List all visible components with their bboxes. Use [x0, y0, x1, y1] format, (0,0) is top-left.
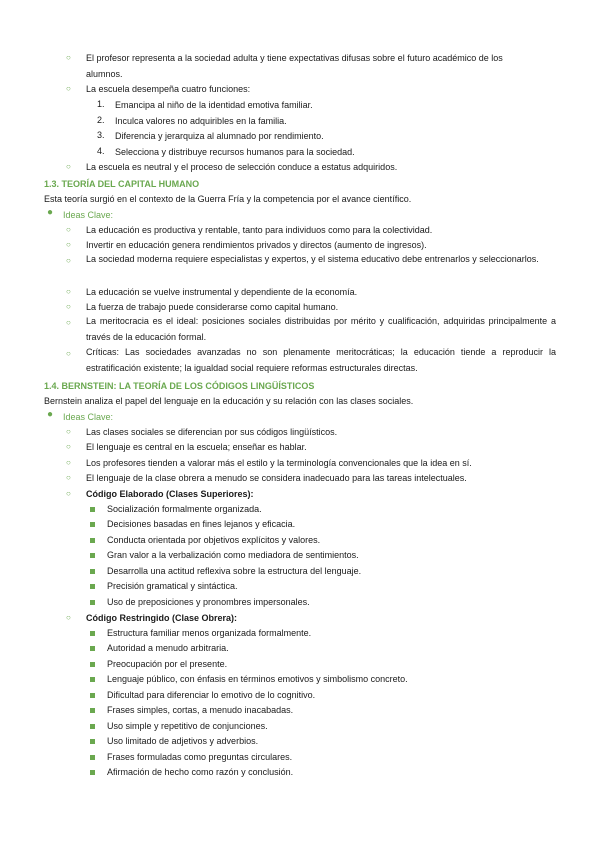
- elaborado-item: Gran valor a la verbalización como mediadora de sentimientos.: [107, 550, 359, 560]
- section-heading: 1.3. TEORÍA DEL CAPITAL HUMANO: [44, 179, 200, 189]
- list-item: El lenguaje de la clase obrera a menudo se considera inadecuado para las tareas intelectuales.: [86, 473, 467, 483]
- number-3: 3.: [97, 130, 105, 140]
- dot-bullet-icon: ●: [47, 409, 54, 420]
- restringido-item: Lenguaje público, con énfasis en términos emotivos y simbolismo concreto.: [107, 674, 408, 684]
- elaborado-item: Conducta orientada por objetivos explícitos y valores.: [107, 535, 321, 545]
- dot-bullet-icon: ●: [47, 207, 54, 218]
- restringido-item: Uso limitado de adjetivos y adverbios.: [107, 736, 259, 746]
- function-item: Selecciona y distribuye recursos humanos para la sociedad.: [115, 147, 355, 157]
- list-item: La escuela desempeña cuatro funciones:: [86, 84, 251, 94]
- restringido-item: Autoridad a menudo arbitraria.: [107, 643, 229, 653]
- square-bullet-icon: [90, 662, 95, 667]
- elaborado-item: Desarrolla una actitud reflexiva sobre la estructura del lenguaje.: [107, 566, 362, 576]
- list-item-text: El profesor representa a la sociedad adulta y tiene expectativas difusas sobre el futuro académico de los: [86, 53, 503, 63]
- circle-bullet-icon: ○: [66, 458, 71, 467]
- list-item: [86, 51, 556, 82]
- square-bullet-icon: [90, 646, 95, 651]
- square-bullet-icon: [90, 538, 95, 543]
- elaborado-item: Uso de preposiciones y pronombres impersonales.: [107, 597, 310, 607]
- circle-bullet-icon: ○: [66, 53, 71, 62]
- circle-bullet-icon: ○: [66, 349, 71, 358]
- number-1: 1.: [97, 99, 105, 109]
- circle-bullet-icon: ○: [66, 473, 71, 482]
- restringido-item: Uso simple y repetitivo de conjunciones.: [107, 721, 268, 731]
- criticas-text: Las sociedades avanzadas no son plenamente meritocráticas; la educación tiende a reproducir la estratificación existente; la igualdad social requiere reformas estructurales directas.: [86, 347, 556, 373]
- circle-bullet-icon: ○: [66, 489, 71, 498]
- square-bullet-icon: [90, 507, 95, 512]
- function-item: Emancipa al niño de la identidad emotiva familiar.: [115, 100, 313, 110]
- function-item: Inculca valores no adquiribles en la familia.: [115, 116, 287, 126]
- circle-bullet-icon: ○: [66, 613, 71, 622]
- list-item-criticas: [86, 345, 556, 376]
- square-bullet-icon: [90, 755, 95, 760]
- section-intro: Esta teoría surgió en el contexto de la Guerra Fría y la competencia por el avance científico.: [44, 194, 412, 204]
- square-bullet-icon: [90, 708, 95, 713]
- square-bullet-icon: [90, 631, 95, 636]
- circle-bullet-icon: ○: [66, 302, 71, 311]
- square-bullet-icon: [90, 553, 95, 558]
- circle-bullet-icon: ○: [66, 427, 71, 436]
- circle-bullet-icon: ○: [66, 318, 71, 327]
- list-item: La educación es productiva y rentable, tanto para individuos como para la colectividad.: [86, 225, 433, 235]
- restringido-item: Estructura familiar menos organizada formalmente.: [107, 628, 312, 638]
- square-bullet-icon: [90, 693, 95, 698]
- circle-bullet-icon: ○: [66, 84, 71, 93]
- square-bullet-icon: [90, 569, 95, 574]
- list-item: La meritocracia es el ideal: posiciones sociales distribuidas por mérito y cualificación, adquiridas principalmente a través de la educación formal.: [86, 316, 556, 342]
- square-bullet-icon: [90, 739, 95, 744]
- codigo-restringido-label: Código Restringido (Clase Obrera):: [86, 613, 238, 623]
- restringido-item: Frases formuladas como preguntas circulares.: [107, 752, 293, 762]
- restringido-item: Frases simples, cortas, a menudo inacabadas.: [107, 705, 294, 715]
- list-item: La educación se vuelve instrumental y dependiente de la economía.: [86, 287, 358, 297]
- circle-bullet-icon: ○: [66, 256, 71, 265]
- elaborado-item: Socialización formalmente organizada.: [107, 504, 262, 514]
- elaborado-item: Decisiones basadas en fines lejanos y eficacia.: [107, 519, 296, 529]
- square-bullet-icon: [90, 724, 95, 729]
- section-heading: 1.4. BERNSTEIN: LA TEORÍA DE LOS CÓDIGOS LINGÜÍSTICOS: [44, 381, 315, 391]
- circle-bullet-icon: ○: [66, 225, 71, 234]
- restringido-item: Preocupación por el presente.: [107, 659, 228, 669]
- circle-bullet-icon: ○: [66, 240, 71, 249]
- circle-bullet-icon: ○: [66, 162, 71, 171]
- restringido-item: Afirmación de hecho como razón y conclusión.: [107, 767, 294, 777]
- criticas-label: Críticas:: [86, 347, 120, 357]
- circle-bullet-icon: ○: [66, 442, 71, 451]
- codigo-elaborado-label: Código Elaborado (Clases Superiores):: [86, 489, 254, 499]
- number-2: 2.: [97, 115, 105, 125]
- square-bullet-icon: [90, 584, 95, 589]
- elaborado-item: Precisión gramatical y sintáctica.: [107, 581, 238, 591]
- number-4: 4.: [97, 146, 105, 156]
- restringido-item: Dificultad para diferenciar lo emotivo de lo cognitivo.: [107, 690, 316, 700]
- function-item: Diferencia y jerarquiza al alumnado por rendimiento.: [115, 131, 324, 141]
- list-item: Los profesores tienden a valorar más el estilo y la terminología convencionales que la idea en sí.: [86, 458, 472, 468]
- list-item: Las clases sociales se diferencian por sus códigos lingüísticos.: [86, 427, 338, 437]
- square-bullet-icon: [90, 677, 95, 682]
- ideas-clave-label: Ideas Clave:: [63, 210, 114, 220]
- square-bullet-icon: [90, 600, 95, 605]
- list-item-text-cont: alumnos.: [86, 68, 123, 79]
- ideas-clave-label: Ideas Clave:: [63, 412, 114, 422]
- list-item: Invertir en educación genera rendimientos privados y directos (aumento de ingresos).: [86, 240, 427, 250]
- list-item: El lenguaje es central en la escuela; enseñar es hablar.: [86, 442, 307, 452]
- section-intro: Bernstein analiza el papel del lenguaje en la educación y su relación con las clases sociales.: [44, 396, 414, 406]
- square-bullet-icon: [90, 770, 95, 775]
- list-item: La escuela es neutral y el proceso de selección conduce a estatus adquiridos.: [86, 162, 398, 172]
- list-item: La fuerza de trabajo puede considerarse como capital humano.: [86, 302, 339, 312]
- list-item: La sociedad moderna requiere especialistas y expertos, y el sistema educativo debe entrenarlos y seleccionarlos.: [86, 254, 539, 264]
- circle-bullet-icon: ○: [66, 287, 71, 296]
- square-bullet-icon: [90, 522, 95, 527]
